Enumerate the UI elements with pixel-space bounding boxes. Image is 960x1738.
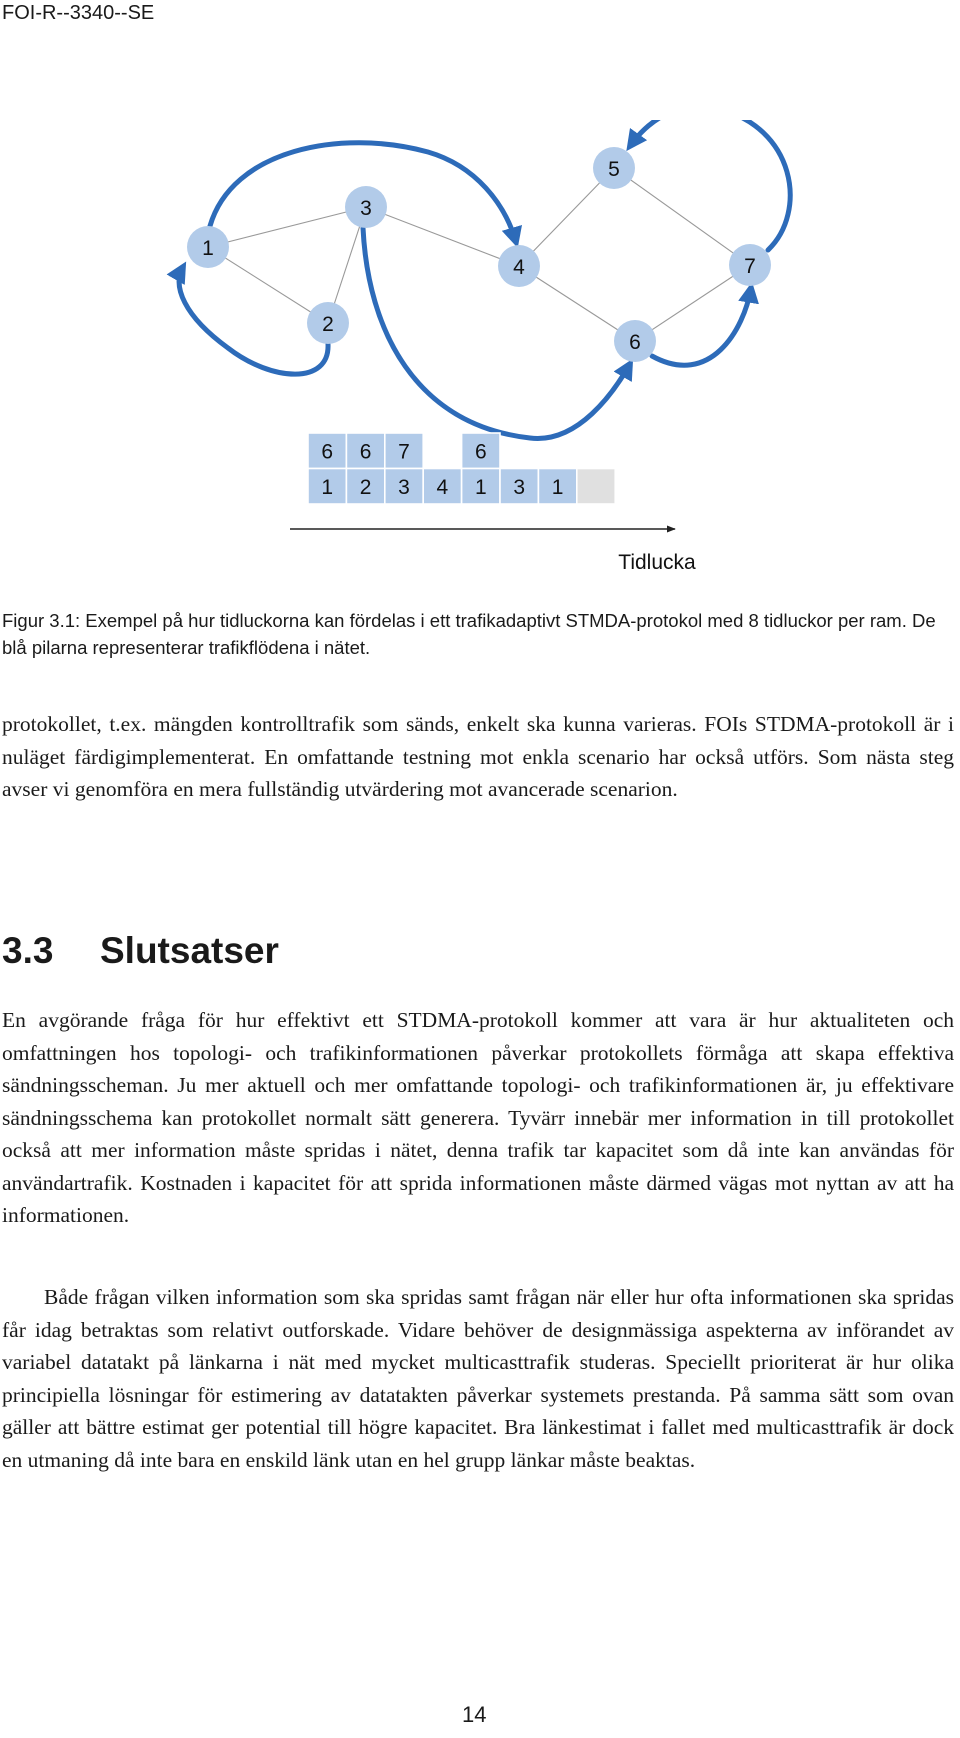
- node-label: 2: [322, 313, 334, 336]
- slot-bottom-5: [462, 469, 500, 505]
- node-label: 1: [202, 237, 214, 260]
- slot-label: 4: [436, 475, 449, 499]
- network-figure: [0, 120, 960, 580]
- section-number: 3.3: [2, 930, 54, 971]
- link-5-7: [614, 168, 750, 265]
- figure-caption: Figur 3.1: Exempel på hur tidluckorna kan fördelas i ett trafikadaptivt STMDA-protokol med 8 tidluckor per ram. De blå pilarna representerar trafikflödena i nätet.: [2, 610, 936, 658]
- flow-arrow-3-6: [363, 228, 630, 438]
- time-axis-label: Tidlucka: [618, 551, 696, 574]
- intro-paragraph: protokollet, t.ex. mängden kontrolltrafik som sänds, enkelt ska kunna varieras. FOIs STDMA-protokoll är i nuläget färdigimplementerat. En omfattande testning mot enkla scenario har också utförs. Som nästa steg avser vi genomföra en mera fullständig utvärdering mot avancerade scenarion.: [2, 712, 954, 801]
- flow-arrow-2-1: [179, 267, 328, 374]
- node-7: [729, 244, 771, 286]
- node-2: [307, 302, 349, 344]
- slot-label: 6: [359, 440, 372, 464]
- node-label: 7: [744, 255, 756, 278]
- timeslot-frame: [308, 433, 615, 504]
- slot-label: 2: [359, 475, 372, 499]
- node-label: 5: [608, 158, 620, 181]
- slot-top-5: [462, 433, 500, 469]
- section-title: Slutsatser: [100, 930, 279, 971]
- node-label: 3: [360, 197, 372, 220]
- slot-label: 1: [551, 475, 564, 499]
- slot-bottom-8: [577, 469, 615, 505]
- slot-label: 1: [474, 475, 487, 499]
- flow-arrow-6-7: [652, 288, 751, 365]
- slot-bottom-6: [500, 469, 538, 505]
- node-label: 6: [629, 331, 641, 354]
- slot-label: 3: [513, 475, 526, 499]
- slot-top-2: [346, 433, 384, 469]
- slot-cell: [577, 469, 615, 505]
- slot-bottom-2: [346, 469, 384, 505]
- page-number: 14: [462, 1702, 487, 1727]
- node-5: [593, 147, 635, 189]
- section-heading: [2, 930, 279, 972]
- slot-bottom-7: [538, 469, 576, 505]
- slot-label: 3: [398, 475, 410, 499]
- node-3: [345, 186, 387, 228]
- slot-label: 7: [398, 440, 410, 464]
- report-id: FOI-R--3340--SE: [2, 2, 155, 24]
- slot-label: 6: [321, 440, 334, 464]
- body-paragraph-2: Både frågan vilken information som ska spridas samt frågan när eller hur ofta informationen ska spridas får idag betraktas som relativt outforskade. Vidare behöver de designmässiga aspekterna av införandet av variabel datatakt på länkarna i nät med mycket multicasttrafik studeras. Speciellt prioriterat är hur olika principiella lösningar för estimering av datatakten påverkar systemets prestanda. På samma sätt som ovan gäller att bättre estimat ger potential till högre kapacitet. Bra länkestimat i fallet med multicasttrafik är dock en utmaning då inte bara en enskild länk utan en hel grupp länkar måste beaktas.: [2, 1285, 954, 1472]
- traffic-flows: [179, 120, 790, 438]
- link-1-2: [208, 247, 328, 323]
- link-3-4: [366, 207, 519, 266]
- slot-bottom-1: [308, 469, 346, 505]
- network-links: [208, 168, 750, 341]
- slot-top-1: [308, 433, 346, 469]
- node-label: 4: [513, 256, 525, 279]
- slot-label: 6: [474, 440, 487, 464]
- slot-bottom-3: [385, 469, 423, 505]
- body-paragraph-1: En avgörande fråga för hur effektivt ett STDMA-protokoll kommer att vara är hur aktualiteten och omfattningen hos topologi- och trafikinformationen påverkar protokollets förmåga att skapa effektiva sändningsscheman. Ju mer aktuell och mer omfattande topologi- och trafikinformationen är, ju effektivare sändningsschema kan protokollet normalt sätt generera. Tyvärr innebär mer information in till protokollet också att mer information måste spridas i nätet, denna trafik tar kapacitet som då inte kan användas för användartrafik. Kostnaden i kapacitet för att sprida informationen måste därmed vägas mot nyttan av att ha informationen.: [2, 1008, 954, 1227]
- slot-top-3: [385, 433, 423, 469]
- link-1-3: [208, 207, 366, 247]
- node-6: [614, 320, 656, 362]
- flow-arrow-7-5: [630, 120, 790, 250]
- slot-bottom-4: [423, 469, 461, 505]
- node-1: [187, 226, 229, 268]
- node-4: [498, 245, 540, 287]
- slot-label: 1: [321, 475, 334, 499]
